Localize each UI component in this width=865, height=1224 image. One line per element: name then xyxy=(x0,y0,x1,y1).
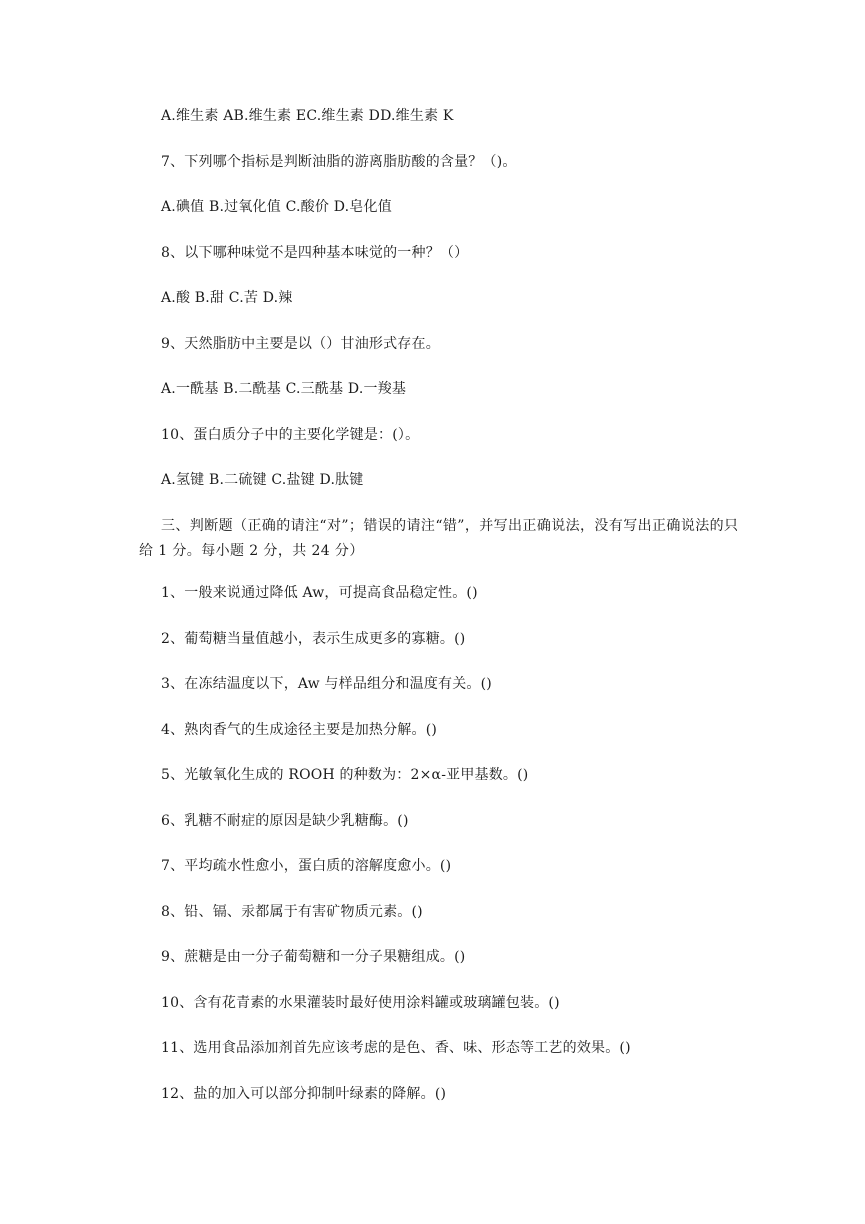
q9-question: 9、天然脂肪中主要是以（）甘油形式存在。 xyxy=(161,336,440,352)
judge-item-2: 2、葡萄糖当量值越小，表示生成更多的寡糖。() xyxy=(161,631,466,647)
judge-item-11: 11、选用食品添加剂首先应该考虑的是色、香、味、形态等工艺的效果。() xyxy=(161,1040,631,1056)
judge-item-8: 8、铅、镉、汞都属于有害矿物质元素。() xyxy=(161,904,423,920)
q10-question: 10、蛋白质分子中的主要化学键是：(）。 xyxy=(161,427,420,443)
q6-options: A.维生素 AB.维生素 EC.维生素 DD.维生素 K xyxy=(161,108,454,124)
judge-item-1: 1、一般来说通过降低 Aw，可提高食品稳定性。() xyxy=(161,585,478,601)
q7-question: 7、下列哪个指标是判断油脂的游离脂肪酸的含量？（)。 xyxy=(161,154,517,170)
q9-options: A.一酰基 B.二酰基 C.三酰基 D.一羧基 xyxy=(161,381,407,397)
judge-item-9: 9、蔗糖是由一分子葡萄糖和一分子果糖组成。() xyxy=(161,949,466,965)
judge-item-10: 10、含有花青素的水果灌装时最好使用涂料罐或玻璃罐包装。() xyxy=(161,995,560,1011)
q10-options: A.氢键 B.二硫键 C.盐键 D.肽键 xyxy=(161,472,364,488)
q8-options: A.酸 B.甜 C.苦 D.辣 xyxy=(161,290,293,306)
judge-item-7: 7、平均疏水性愈小，蛋白质的溶解度愈小。() xyxy=(161,858,452,874)
q7-options: A.碘值 B.过氧化值 C.酸价 D.皂化值 xyxy=(161,199,392,215)
section-three-heading: 三、判断题（正确的请注“对”；错误的请注“错”，并写出正确说法，没有写出正确说法的只给 1 分。每小题 2 分，共 24 分） xyxy=(139,518,739,559)
judge-item-12: 12、盐的加入可以部分抑制叶绿素的降解。() xyxy=(161,1086,447,1102)
q8-question: 8、以下哪种味觉不是四种基本味觉的一种？（） xyxy=(161,245,469,261)
judge-item-5: 5、光敏氧化生成的 ROOH 的种数为：2×α-亚甲基数。() xyxy=(161,767,529,783)
judge-item-6: 6、乳糖不耐症的原因是缺少乳糖酶。() xyxy=(161,813,409,829)
judge-item-3: 3、在冻结温度以下，Aw 与样品组分和温度有关。() xyxy=(161,676,492,692)
judge-item-4: 4、熟肉香气的生成途径主要是加热分解。() xyxy=(161,722,438,738)
